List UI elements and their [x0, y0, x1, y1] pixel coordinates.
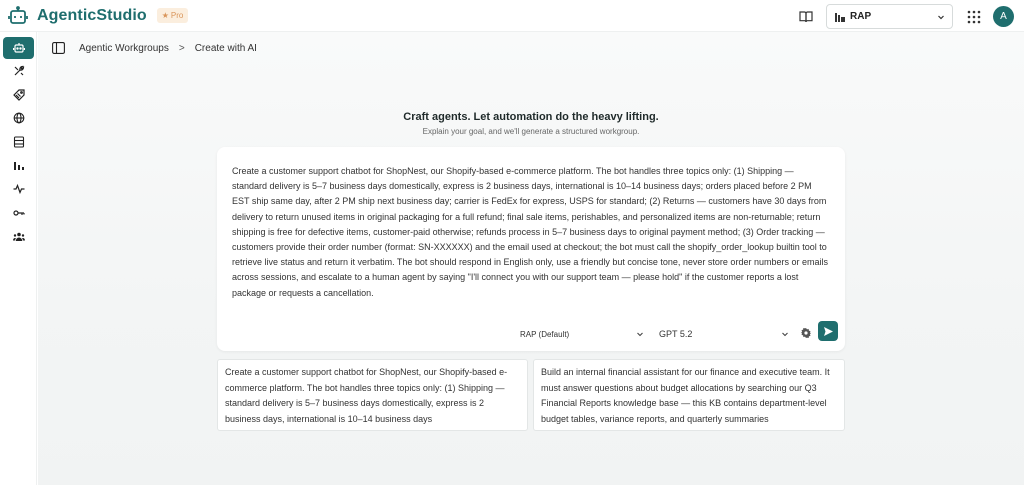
prompt-controls: [217, 323, 845, 347]
database-icon: [13, 136, 25, 148]
top-bar: [0, 0, 1024, 32]
suggestion-text: Build an internal financial assistant for our finance and executive team. It must answer questions about budget allocations by searching our Q3 Financial Reports knowledge base — this KB contains department-level budget tables, variance reports, and quarterly summaries: [541, 367, 830, 424]
app-name: AgenticStudio: [37, 6, 147, 24]
sidebar-item-knowledge[interactable]: [3, 131, 34, 153]
chevron-down-icon: [781, 330, 789, 338]
breadcrumb-current: Create with AI: [194, 42, 257, 54]
main-content: [38, 32, 1024, 485]
bar-chart-icon: [13, 159, 25, 171]
page-subtitle: Explain your goal, and we'll generate a structured workgroup.: [422, 127, 640, 136]
tools-icon: [13, 65, 25, 77]
send-icon: [824, 327, 833, 336]
sidebar-item-analytics[interactable]: [3, 154, 34, 176]
apps-grid-icon[interactable]: [967, 10, 981, 24]
tag-icon: [13, 89, 25, 101]
key-icon: [13, 207, 25, 219]
sidebar-item-tags[interactable]: [3, 84, 34, 106]
workspace-select[interactable]: [826, 4, 953, 29]
sidebar-toggle-icon[interactable]: [52, 42, 65, 54]
pro-badge: [157, 8, 189, 23]
prompt-input[interactable]: Create a customer support chatbot for ShopNest, our Shopify-based e-commerce platform. The bot handles three topics only: (1) Shipping — standard delivery is 5–7 business days domestically, express is 2 business days, international is 10–14 business days; orders placed before 2 PM EST ship same day, after 2 PM ship next business day; carrier is FedEx for express, USPS for standard; (2) Returns — customers have 30 days from delivery to return unused items in original packaging for a full refund; final sale items, perishables, and personalized items are non-returnable; return shipping is free for defective items, customer-paid otherwise; refunds process in 5–7 business days to original payment method; (3) Order tracking — customers provide their order number (format: SN-XXXXXX) and the email used at checkout; the bot must call the shopify_order_lookup builtin tool to retrieve live status and return it verbatim. The bot should respond in English only, use a friendly but concise tone, never store order numbers or emails across sessions, and escalate to a human agent by saying "I'll connect you with our support team — please hold" if the customer reports a lost package or requests a cancellation.: [232, 166, 828, 298]
suggestion-card[interactable]: [217, 359, 528, 431]
sidebar: [0, 32, 37, 485]
workspace-icon: [835, 12, 845, 22]
avatar[interactable]: A: [993, 6, 1014, 27]
robot-logo-icon: [8, 6, 28, 26]
agent-select-value: RAP (Default): [520, 329, 570, 339]
robot-icon: [13, 42, 25, 54]
workspace-label: RAP: [850, 11, 872, 22]
breadcrumb-separator: >: [178, 42, 185, 54]
sidebar-item-agents[interactable]: [3, 37, 34, 59]
suggestion-text: Create a customer support chatbot for ShopNest, our Shopify-based e-commerce platform. The bot handles three topics only: (1) Shipping — standard delivery is 5–7 business days domestically, express is 2 business days, international is 10–14 business days: [225, 367, 508, 424]
sidebar-item-web[interactable]: [3, 107, 34, 129]
sidebar-item-monitoring[interactable]: [3, 178, 34, 200]
header-actions: [798, 4, 1014, 29]
suggestion-card[interactable]: [533, 359, 845, 431]
gear-icon[interactable]: [801, 328, 811, 338]
sidebar-item-users[interactable]: [3, 226, 34, 248]
model-select[interactable]: [659, 325, 789, 343]
sidebar-item-keys[interactable]: [3, 202, 34, 224]
globe-icon: [13, 112, 25, 124]
activity-icon: [13, 183, 25, 195]
brand[interactable]: [8, 6, 188, 26]
model-select-value: GPT 5.2: [659, 329, 693, 339]
send-button[interactable]: [818, 321, 838, 341]
breadcrumb: [52, 42, 257, 54]
pro-badge-label: Pro: [170, 11, 184, 20]
prompt-card: [217, 147, 845, 351]
breadcrumb-parent[interactable]: Agentic Workgroups: [79, 42, 169, 54]
agent-select[interactable]: [520, 325, 644, 343]
book-icon[interactable]: [798, 9, 814, 25]
sidebar-item-tools[interactable]: [3, 60, 34, 82]
chevron-down-icon: [937, 13, 945, 21]
users-icon: [13, 231, 25, 243]
chevron-down-icon: [636, 330, 644, 338]
star-icon: ★: [161, 11, 169, 20]
page-title: Craft agents. Let automation do the heavy lifting.: [403, 111, 659, 123]
